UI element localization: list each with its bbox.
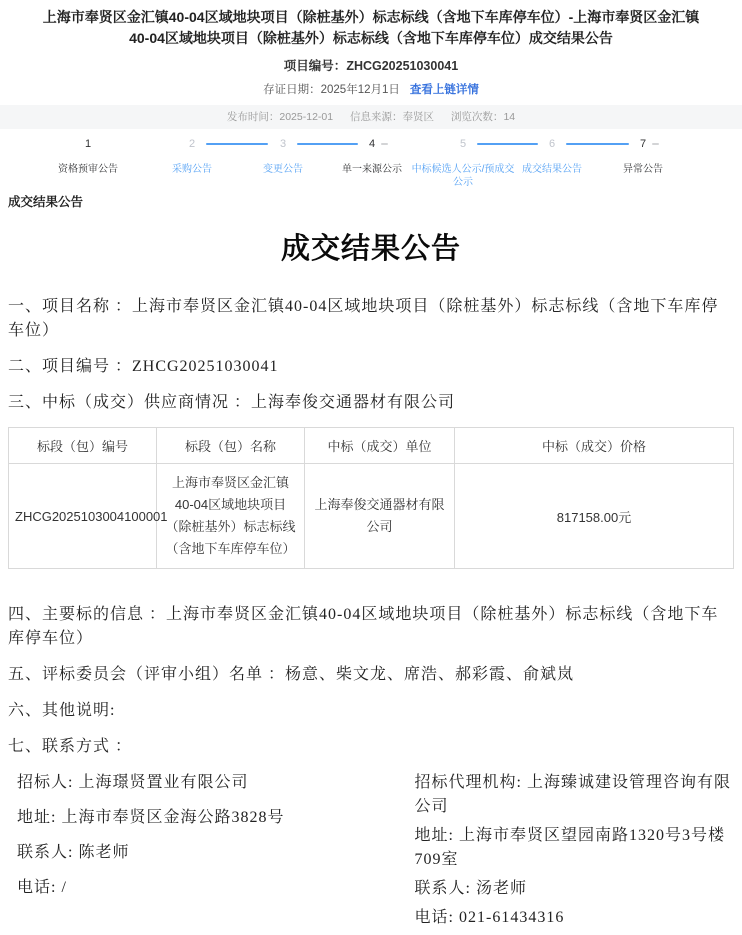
agency-phone: 电话: 021-61434316 — [414, 909, 565, 926]
meta-bar — [0, 105, 742, 129]
section-contact-heading: 七、联系方式 ： — [8, 738, 133, 755]
step-label[interactable]: 采购公告 — [172, 164, 212, 175]
publish-time: 发布时间：2025-12-01 — [226, 111, 334, 123]
col-header-lot-code: 标段（包）编号 — [9, 428, 157, 464]
step-number: 7 — [639, 138, 647, 150]
cert-date-value: 2025年12月1日 — [320, 84, 400, 96]
tenderer-contact-person: 联系人: 陈老师 — [17, 844, 130, 861]
result-table — [8, 427, 734, 569]
table-header-row — [9, 428, 734, 464]
project-number-label: 项目编号： — [283, 59, 347, 73]
progress-stepper — [0, 137, 742, 189]
view-chain-link[interactable]: 查看上链详情 — [409, 84, 479, 96]
col-header-lot-name: 标段（包）名称 — [157, 428, 305, 464]
step-number: 5 — [459, 138, 467, 150]
step-label[interactable]: 变更公告 — [263, 164, 303, 175]
agency-name: 招标代理机构: 上海臻诚建设管理咨询有限公司 — [414, 774, 731, 815]
step-label[interactable]: 中标候选人公示/预成交公示 — [411, 164, 515, 188]
section-committee: 五、评标委员会（评审小组）名单 ：杨意、柴文龙、席浩、郝彩霞、俞斌岚 — [8, 666, 575, 683]
section-winning-supplier: 三、中标（成交）供应商情况 ：上海奉俊交通器材有限公司 — [8, 394, 456, 411]
step-label[interactable]: 成交结果公告 — [522, 164, 582, 175]
cell-price: 817158.00元 — [455, 464, 734, 569]
project-number-line — [0, 56, 742, 74]
cert-date-line — [0, 81, 742, 97]
cell-lot-code: ZHCG2025103004100001 — [9, 464, 157, 569]
section-project-name: 一、项目名称 ：上海市奉贤区金汇镇40-04区域地块项目（除桩基外）标志标线（含地下车库停车位） — [8, 298, 719, 339]
info-source: 信息来源：奉贤区 — [350, 111, 435, 123]
section-subject-info: 四、主要标的信息 ：上海市奉贤区金汇镇40-04区域地块项目（除桩基外）标志标线（含地下车库停车位） — [8, 606, 719, 647]
step-number: 6 — [548, 138, 556, 150]
col-header-winner: 中标（成交）单位 — [305, 428, 455, 464]
breadcrumb: 成交结果公告 — [8, 195, 84, 209]
step-label: 单一来源公示 — [342, 164, 402, 175]
project-number-value: ZHCG20251030041 — [346, 59, 459, 73]
tenderer-contact-block — [8, 771, 415, 935]
tenderer-name: 招标人: 上海璟贤置业有限公司 — [17, 774, 249, 791]
col-header-price: 中标（成交）价格 — [455, 428, 734, 464]
section-other-notes: 六、其他说明: — [8, 702, 116, 719]
step-label: 异常公告 — [623, 164, 663, 175]
section-project-number: 二、项目编号 ：ZHCG20251030041 — [8, 358, 279, 375]
cell-winner: 上海奉俊交通器材有限公司 — [305, 464, 455, 569]
cell-lot-name: 上海市奉贤区金汇镇40-04区域地块项目（除桩基外）标志标线（含地下车库停车位） — [157, 464, 305, 569]
step-number: 2 — [188, 138, 196, 150]
step-number: 4 — [368, 138, 376, 150]
step-number: 3 — [279, 138, 287, 150]
cert-date-label: 存证日期： — [263, 84, 321, 96]
stepper-step-prequalification — [33, 137, 143, 176]
view-count: 浏览次数：14 — [450, 111, 516, 123]
agency-contact-block — [415, 771, 734, 935]
agency-contact-person: 联系人: 汤老师 — [414, 880, 527, 897]
tenderer-phone: 电话: / — [17, 879, 67, 896]
announcement-body — [0, 295, 742, 935]
step-label: 资格预审公告 — [58, 164, 118, 175]
step-number: 1 — [84, 138, 92, 150]
stepper-step-abnormal — [588, 137, 698, 176]
table-row — [9, 464, 734, 569]
agency-address: 地址: 上海市奉贤区望园南路1320号3号楼709室 — [414, 827, 725, 868]
page-title: 上海市奉贤区金汇镇40-04区域地块项目（除桩基外）标志标线（含地下车库停车位）-上海市奉贤区金汇镇40-04区域地块项目（除桩基外）标志标线（含地下车库停车位）成交结果公告 — [42, 9, 700, 46]
announcement-title: 成交结果公告 — [280, 233, 461, 265]
tenderer-address: 地址: 上海市奉贤区金海公路3828号 — [17, 809, 285, 826]
contact-info — [8, 771, 734, 935]
